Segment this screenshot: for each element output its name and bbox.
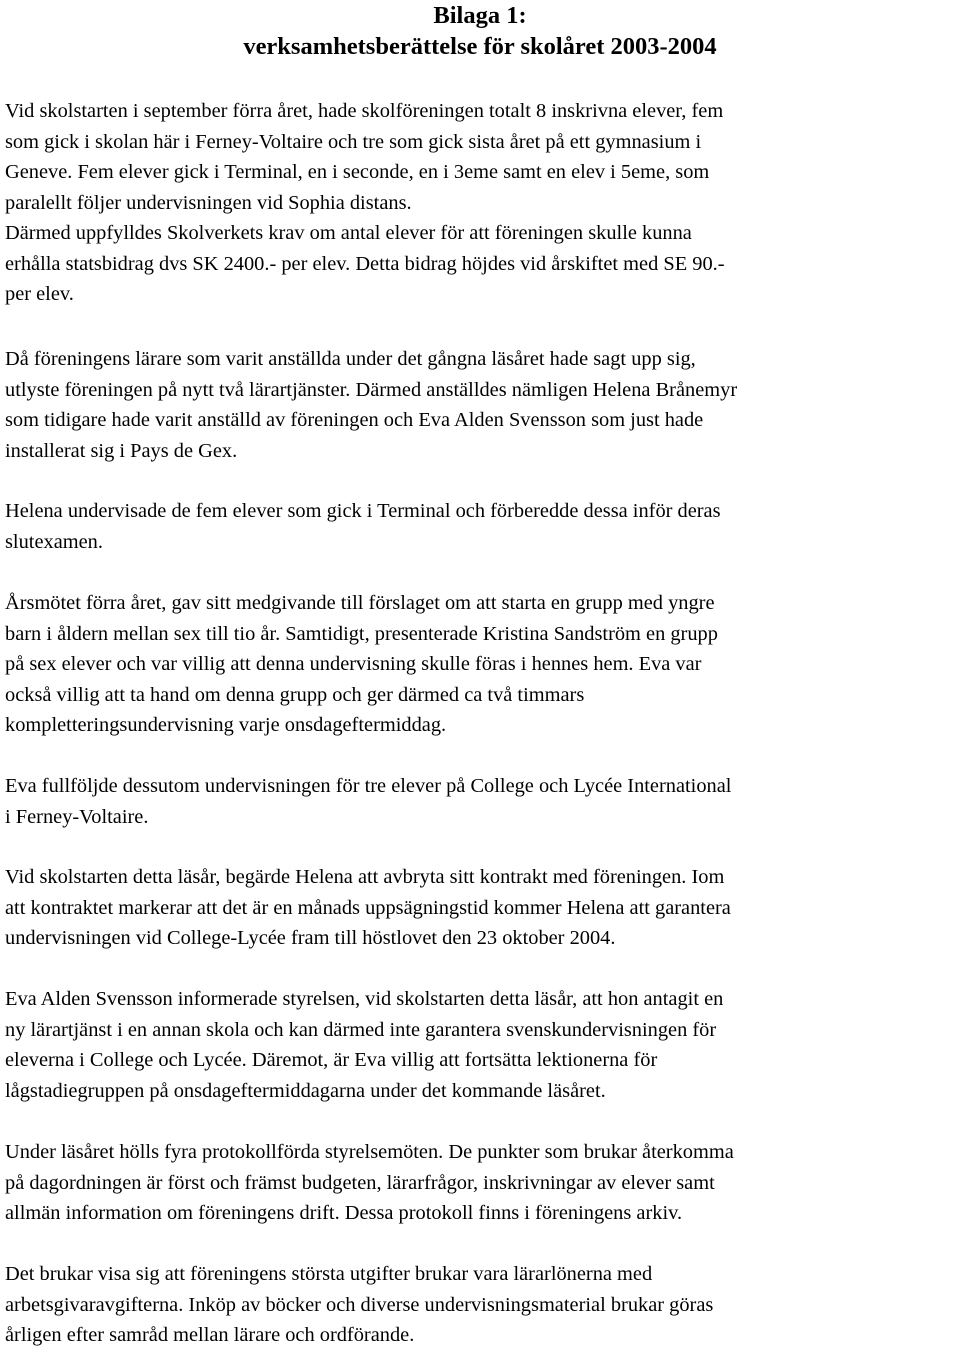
paragraph-eva-new-position (5, 984, 955, 1106)
text-line: Vid skolstarten detta läsår, begärde Helena att avbryta sitt kontrakt med föreningen. Iom (5, 866, 725, 888)
text-line: per elev. (5, 283, 74, 305)
text-line: ny lärartjänst i en annan skola och kan därmed inte garantera svenskundervisningen för (5, 1018, 717, 1041)
text-line: Eva Alden Svensson informerade styrelsen, vid skolstarten detta läsår, att hon antagit en (5, 988, 724, 1010)
text-line: Helena undervisade de fem elever som gick i Terminal och förberedde dessa inför deras (5, 500, 721, 522)
text-line: att kontraktet markerar att det är en månads uppsägningstid kommer Helena att garantera (5, 896, 731, 919)
text-line: Då föreningens lärare som varit anställda under det gångna läsåret hade sagt upp sig, (5, 348, 696, 370)
text-line: installerat sig i Pays de Gex. (5, 439, 238, 462)
text-line: Under läsåret hölls fyra protokollförda styrelsemöten. De punkter som brukar återkomma (5, 1141, 734, 1163)
paragraph-helena-teaching (5, 496, 955, 557)
text-line: Det brukar visa sig att föreningens största utgifter brukar vara lärarlönerna med (5, 1263, 653, 1285)
text-line: kompletteringsundervisning varje onsdageftermiddag. (5, 714, 447, 736)
paragraph-enrollment (5, 96, 955, 310)
text-line: erhålla statsbidrag dvs SK 2400.- per elev. Detta bidrag höjdes vid årskiftet med SE 90.- (5, 252, 725, 275)
paragraph-expenses (5, 1259, 955, 1351)
text-line: undervisningen vid College-Lycée fram till höstlovet den 23 oktober 2004. (5, 927, 616, 949)
text-line: i Ferney-Voltaire. (5, 805, 149, 828)
text-line: som tidigare hade varit anställd av föreningen och Eva Alden Svensson som just hade (5, 409, 704, 431)
document-title (0, 0, 960, 62)
text-line: paralellt följer undervisningen vid Sophia distans. (5, 191, 412, 214)
paragraph-annual-meeting (5, 588, 955, 741)
title-line-2: verksamhetsberättelse för skolåret 2003-2004 (243, 33, 717, 60)
text-line: Årsmötet förra året, gav sitt medgivande till förslaget om att starta en grupp med yngre (5, 592, 715, 614)
title-line-1: Bilaga 1: (433, 2, 527, 29)
paragraph-helena-contract (5, 862, 955, 954)
text-line: lågstadiegruppen på onsdageftermiddagarna under det kommande läsåret. (5, 1079, 606, 1102)
text-line: Geneve. Fem elever gick i Terminal, en i seconde, en i 3eme samt en elev i 5eme, som (5, 161, 710, 183)
text-line: Vid skolstarten i september förra året, hade skolföreningen totalt 8 inskrivna elever, fem (5, 100, 724, 122)
paragraph-board-meetings (5, 1137, 955, 1229)
text-line: slutexamen. (5, 530, 103, 553)
paragraph-eva-college (5, 771, 955, 832)
text-line: Eva fullföljde dessutom undervisningen för tre elever på College och Lycée International (5, 775, 732, 797)
text-line: arbetsgivaravgifterna. Inköp av böcker och diverse undervisningsmaterial brukar göras (5, 1293, 714, 1316)
text-line: Därmed uppfylldes Skolverkets krav om antal elever för att föreningen skulle kunna (5, 222, 692, 244)
text-line: eleverna i College och Lycée. Däremot, är Eva villig att fortsätta lektionerna för (5, 1049, 658, 1071)
text-line: årligen efter samråd mellan lärare och ordförande. (5, 1324, 415, 1346)
paragraph-teachers-hired (5, 344, 955, 466)
text-line: allmän information om föreningens drift. Dessa protokoll finns i föreningens arkiv. (5, 1202, 683, 1224)
text-line: på dagordningen är först och främst budgeten, lärarfrågor, inskrivningar av elever samt (5, 1171, 715, 1194)
text-line: på sex elever och var villig att denna undervisning skulle föras i hennes hem. Eva var (5, 653, 702, 675)
text-line: barn i åldern mellan sex till tio år. Samtidigt, presenterade Kristina Sandström en grupp (5, 622, 718, 645)
text-line: utlyste föreningen på nytt två lärartjänster. Därmed anställdes nämligen Helena Brånemyr (5, 378, 738, 401)
text-line: också villig att ta hand om denna grupp och ger därmed ca två timmars (5, 683, 585, 706)
text-line: som gick i skolan här i Ferney-Voltaire och tre som gick sista året på ett gymnasium i (5, 130, 702, 153)
